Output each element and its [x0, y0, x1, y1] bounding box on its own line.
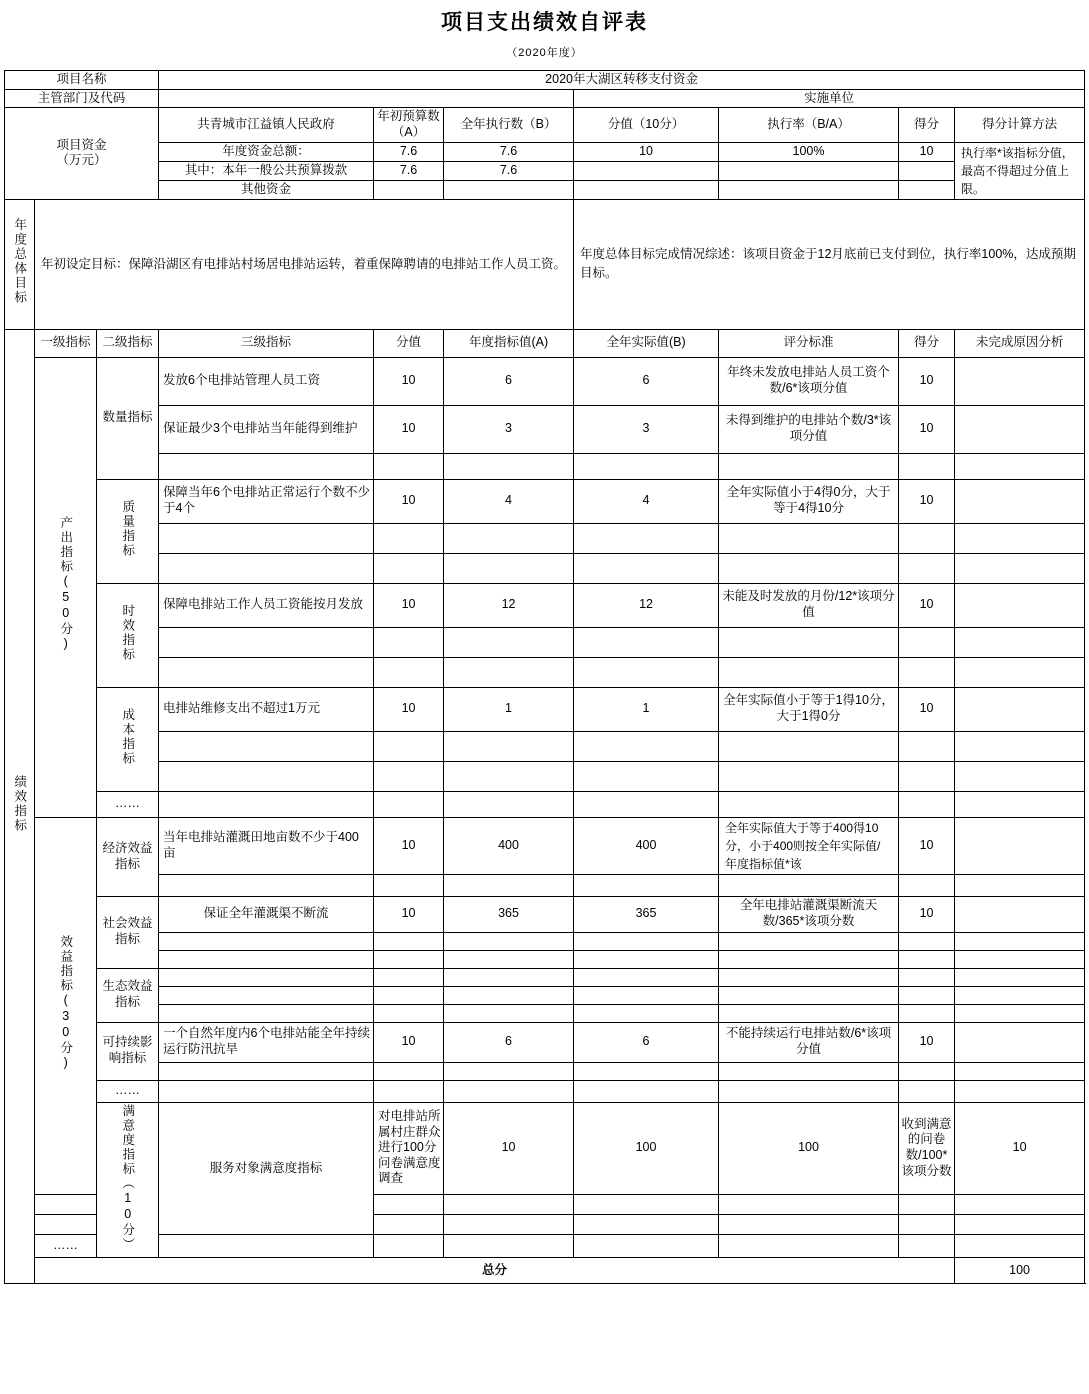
reason-text — [955, 791, 1085, 817]
funds-label-line1: 项目资金 — [56, 137, 107, 152]
total-label: 总分 — [35, 1258, 955, 1284]
criteria-text: 全年实际值小于4得0分，大于等于4得10分 — [719, 479, 899, 523]
col-level1: 一级指标 — [35, 329, 97, 357]
annual-goal-text: 年初设定目标：保障沿湖区有电排站村场居电排站运转，着重保障聘请的电排站工作人员工资。 — [35, 199, 574, 329]
level2-label: 服务对象满意度指标 — [159, 1102, 374, 1235]
score-value: 10 — [374, 479, 444, 523]
criteria-text — [719, 1062, 899, 1080]
fund-row-name: 其中：本年一般公共预算拨款 — [159, 161, 374, 180]
reason-text — [955, 657, 1085, 687]
criteria-text — [719, 791, 899, 817]
unit-value: 共青城市江益镇人民政府 — [159, 108, 374, 142]
actual-value — [574, 1214, 719, 1234]
criteria-text: 未能及时发放的月份/12*该项分值 — [719, 583, 899, 627]
got-score: 10 — [899, 687, 955, 731]
target-value — [444, 1194, 574, 1214]
fund-row-got — [899, 180, 955, 199]
annual-goal-side-text: 年度总体目标 — [12, 218, 27, 306]
satisfaction-indicator-label — [97, 1102, 159, 1258]
criteria-text — [719, 1214, 899, 1234]
annual-goal-side-label — [5, 199, 35, 329]
target-value: 3 — [444, 405, 574, 453]
criteria-text: 全年实际值大于等于400得10分，小于400则按全年实际值/年度指标值*该 — [719, 817, 899, 874]
fund-row-budget: 7.6 — [374, 142, 444, 161]
level2-label: 生态效益指标 — [97, 968, 159, 1022]
actual-value: 365 — [574, 896, 719, 932]
col-actual: 全年实际值(B) — [574, 329, 719, 357]
reason-text — [955, 1214, 1085, 1234]
criteria-text — [719, 657, 899, 687]
level2-label — [97, 479, 159, 583]
score-value — [374, 950, 444, 968]
actual-value — [574, 1080, 719, 1102]
target-value: 400 — [444, 817, 574, 874]
target-value — [444, 523, 574, 553]
level2-label: 数量指标 — [97, 357, 159, 479]
reason-text — [955, 1062, 1085, 1080]
col-rate: 执行率（B/A） — [719, 108, 899, 142]
satisfaction-indicator-text: 满意度指标（10分） — [120, 1103, 135, 1252]
level3-label — [159, 986, 374, 1004]
benefit-indicator-label — [35, 817, 97, 1194]
got-score: 10 — [899, 1022, 955, 1062]
got-score: 10 — [899, 896, 955, 932]
score-value — [374, 523, 444, 553]
method-text: 执行率*该指标分值，最高不得超过分值上限。 — [955, 142, 1085, 199]
output-indicator-text: 产出指标(50分) — [58, 516, 73, 653]
score-value — [374, 968, 444, 986]
col-score: 分值 — [374, 329, 444, 357]
target-value: 4 — [444, 479, 574, 523]
level3-label — [159, 932, 374, 950]
score-value — [374, 986, 444, 1004]
annual-result-text: 年度总体目标完成情况综述：该项目资金于12月底前已支付到位，执行率100%，达成预期目标。 — [574, 199, 1085, 329]
actual-value: 1 — [574, 687, 719, 731]
actual-value — [574, 657, 719, 687]
got-score: 10 — [955, 1102, 1085, 1194]
got-score — [899, 731, 955, 761]
target-value — [444, 627, 574, 657]
level3-label — [159, 1235, 374, 1258]
criteria-text — [719, 627, 899, 657]
fund-row-rate: 100% — [719, 142, 899, 161]
reason-text — [955, 874, 1085, 896]
reason-text — [955, 1194, 1085, 1214]
fund-row-exec: 7.6 — [444, 161, 574, 180]
got-score — [899, 1235, 955, 1258]
criteria-text — [719, 731, 899, 761]
criteria-text: 未得到维护的电排站个数/3*该项分值 — [719, 405, 899, 453]
actual-value: 6 — [574, 357, 719, 405]
reason-text — [955, 553, 1085, 583]
actual-value: 3 — [574, 405, 719, 453]
col-reason: 未完成原因分析 — [955, 329, 1085, 357]
level3-label — [159, 523, 374, 553]
level2-ellipsis: …… — [97, 791, 159, 817]
criteria-text — [719, 553, 899, 583]
target-value — [444, 731, 574, 761]
level3-label: 电排站维修支出不超过1万元 — [159, 687, 374, 731]
reason-text — [955, 986, 1085, 1004]
level3-label — [35, 1194, 97, 1214]
level3-label — [159, 874, 374, 896]
criteria-text — [719, 1235, 899, 1258]
level2-text: 时效指标 — [120, 603, 135, 662]
score-value — [374, 761, 444, 791]
project-name-value: 2020年大湖区转移支付资金 — [159, 71, 1085, 90]
actual-value — [574, 874, 719, 896]
criteria-text — [719, 1004, 899, 1022]
level2-text: 成本指标 — [120, 707, 135, 766]
funds-label-line2: （万元） — [56, 153, 107, 168]
score-value — [374, 932, 444, 950]
fund-row-name: 其他资金 — [159, 180, 374, 199]
target-value — [444, 874, 574, 896]
level2-label — [97, 583, 159, 687]
target-value: 6 — [444, 357, 574, 405]
actual-value: 400 — [574, 817, 719, 874]
actual-value — [574, 761, 719, 791]
col-target: 年度指标值(A) — [444, 329, 574, 357]
target-value: 6 — [444, 1022, 574, 1062]
fund-row-got — [899, 161, 955, 180]
got-score — [899, 453, 955, 479]
got-score: 10 — [899, 357, 955, 405]
criteria-text: 全年电排站灌溉渠断流天数/365*该项分数 — [719, 896, 899, 932]
target-value — [444, 986, 574, 1004]
actual-value — [574, 950, 719, 968]
actual-value — [574, 553, 719, 583]
level2-label — [97, 687, 159, 791]
score-value: 10 — [374, 357, 444, 405]
col-budget: 年初预算数（A） — [374, 108, 444, 142]
total-value: 100 — [955, 1258, 1085, 1284]
col-got-score: 得分 — [899, 329, 955, 357]
level3-label: 发放6个电排站管理人员工资 — [159, 357, 374, 405]
reason-text — [955, 405, 1085, 453]
target-value — [444, 968, 574, 986]
fund-row-exec — [444, 180, 574, 199]
score-value — [374, 791, 444, 817]
target-value — [444, 791, 574, 817]
project-name-label: 项目名称 — [5, 71, 159, 90]
score-value: 10 — [374, 583, 444, 627]
reason-text — [955, 761, 1085, 791]
criteria-text: 全年实际值小于等于1得10分，大于1得0分 — [719, 687, 899, 731]
col-score-value: 分值（10分） — [574, 108, 719, 142]
got-score — [899, 657, 955, 687]
level3-label — [159, 627, 374, 657]
dept-value — [159, 89, 574, 108]
level3-label: 当年电排站灌溉田地亩数不少于400亩 — [159, 817, 374, 874]
reason-text — [955, 687, 1085, 731]
score-value: 10 — [374, 896, 444, 932]
actual-value — [574, 1194, 719, 1214]
score-value — [374, 553, 444, 583]
got-score — [899, 1062, 955, 1080]
reason-text — [955, 731, 1085, 761]
level3-label — [159, 950, 374, 968]
reason-text — [955, 932, 1085, 950]
score-value — [374, 874, 444, 896]
target-value — [444, 1235, 574, 1258]
reason-text — [955, 627, 1085, 657]
got-score — [899, 523, 955, 553]
fund-row-score — [574, 180, 719, 199]
criteria-text — [719, 1194, 899, 1214]
target-value — [444, 761, 574, 791]
level2-ellipsis: …… — [97, 1080, 159, 1102]
got-score — [899, 1080, 955, 1102]
target-value — [444, 1062, 574, 1080]
got-score — [899, 1214, 955, 1234]
level3-label: 对电排站所属村庄群众进行100分问卷满意度调查 — [374, 1102, 444, 1194]
actual-value — [574, 986, 719, 1004]
got-score: 10 — [899, 817, 955, 874]
target-value — [444, 553, 574, 583]
got-score — [899, 986, 955, 1004]
main-table — [4, 70, 1085, 1284]
score-value — [374, 1194, 444, 1214]
score-value — [374, 731, 444, 761]
reason-text — [955, 817, 1085, 874]
level3-label: 保障电排站工作人员工资能按月发放 — [159, 583, 374, 627]
level3-label: 保证全年灌溉渠不断流 — [159, 896, 374, 932]
actual-value — [574, 731, 719, 761]
score-value — [374, 1235, 444, 1258]
criteria-text — [719, 932, 899, 950]
score-value — [374, 453, 444, 479]
score-value — [374, 1080, 444, 1102]
criteria-text — [719, 523, 899, 553]
criteria-text — [719, 968, 899, 986]
actual-value — [574, 932, 719, 950]
target-value — [444, 453, 574, 479]
perf-indicator-side-label — [5, 329, 35, 1284]
level2-label: 经济效益指标 — [97, 817, 159, 896]
reason-text — [955, 1080, 1085, 1102]
fund-row-got: 10 — [899, 142, 955, 161]
target-value: 12 — [444, 583, 574, 627]
col-exec: 全年执行数（B） — [444, 108, 574, 142]
reason-text — [955, 523, 1085, 553]
criteria-text — [719, 1080, 899, 1102]
level3-label — [159, 968, 374, 986]
score-value — [374, 1062, 444, 1080]
fund-row-exec: 7.6 — [444, 142, 574, 161]
score-value: 10 — [374, 687, 444, 731]
got-score: 10 — [899, 405, 955, 453]
level3-label — [159, 553, 374, 583]
score-value: 10 — [374, 405, 444, 453]
level3-label — [159, 1004, 374, 1022]
got-score — [899, 1194, 955, 1214]
score-value — [374, 1214, 444, 1234]
criteria-text — [719, 761, 899, 791]
got-score — [899, 932, 955, 950]
page-subtitle: （2020年度） — [506, 47, 583, 59]
benefit-indicator-text: 效益指标(30分) — [58, 934, 73, 1072]
reason-text — [955, 583, 1085, 627]
criteria-text: 年终未发放电排站人员工资个数/6*该项分值 — [719, 357, 899, 405]
got-score — [899, 874, 955, 896]
level2-label: 可持续影响指标 — [97, 1022, 159, 1080]
criteria-text — [719, 874, 899, 896]
unit-label: 实施单位 — [574, 89, 1085, 108]
target-value: 365 — [444, 896, 574, 932]
target-value — [444, 657, 574, 687]
criteria-text: 不能持续运行电排站数/6*该项分值 — [719, 1022, 899, 1062]
level3-label — [35, 1214, 97, 1234]
dept-label: 主管部门及代码 — [5, 89, 159, 108]
target-value — [444, 1080, 574, 1102]
col-level2: 二级指标 — [97, 329, 159, 357]
output-indicator-label — [35, 357, 97, 817]
score-value: 10 — [444, 1102, 574, 1194]
fund-row-budget — [374, 180, 444, 199]
got-score: 10 — [899, 479, 955, 523]
reason-text — [955, 896, 1085, 932]
actual-value — [574, 1235, 719, 1258]
criteria-text: 收到满意的问卷数/100*该项分数 — [899, 1102, 955, 1194]
col-level3: 三级指标 — [159, 329, 374, 357]
reason-text — [955, 357, 1085, 405]
score-value — [374, 627, 444, 657]
level3-label: 保证最少3个电排站当年能得到维护 — [159, 405, 374, 453]
target-value — [444, 932, 574, 950]
criteria-text — [719, 950, 899, 968]
level2-label: 社会效益指标 — [97, 896, 159, 968]
fund-row-score — [574, 161, 719, 180]
level2-text: 质量指标 — [120, 499, 135, 558]
col-method: 得分计算方法 — [955, 108, 1085, 142]
funds-label — [5, 108, 159, 199]
got-score: 10 — [899, 583, 955, 627]
target-value — [444, 950, 574, 968]
level3-label: 保障当年6个电排站正常运行个数不少于4个 — [159, 479, 374, 523]
fund-row-budget: 7.6 — [374, 161, 444, 180]
target-value: 100 — [574, 1102, 719, 1194]
got-score — [899, 761, 955, 791]
reason-text — [955, 1022, 1085, 1062]
level3-label — [159, 761, 374, 791]
got-score — [899, 627, 955, 657]
level3-label — [159, 453, 374, 479]
col-got: 得分 — [899, 108, 955, 142]
reason-text — [955, 950, 1085, 968]
actual-value: 100 — [719, 1102, 899, 1194]
actual-value — [574, 627, 719, 657]
fund-row-name: 年度资金总额： — [159, 142, 374, 161]
fund-row-rate — [719, 180, 899, 199]
reason-text — [955, 1004, 1085, 1022]
actual-value — [574, 453, 719, 479]
score-value — [374, 657, 444, 687]
actual-value — [574, 968, 719, 986]
criteria-text — [719, 986, 899, 1004]
target-value — [444, 1214, 574, 1234]
actual-value: 6 — [574, 1022, 719, 1062]
reason-text — [955, 453, 1085, 479]
actual-value: 4 — [574, 479, 719, 523]
got-score — [899, 968, 955, 986]
got-score — [899, 553, 955, 583]
level3-label: 一个自然年度内6个电排站能全年持续运行防汛抗旱 — [159, 1022, 374, 1062]
score-value — [374, 1004, 444, 1022]
target-value — [444, 1004, 574, 1022]
fund-row-score: 10 — [574, 142, 719, 161]
level3-label — [159, 791, 374, 817]
perf-indicator-side-text: 绩效指标 — [12, 775, 27, 833]
reason-text — [955, 1235, 1085, 1258]
col-criteria: 评分标准 — [719, 329, 899, 357]
level3-label — [159, 1080, 374, 1102]
reason-text — [955, 479, 1085, 523]
score-value: 10 — [374, 817, 444, 874]
score-value: 10 — [374, 1022, 444, 1062]
level3-label — [159, 1062, 374, 1080]
target-value: 1 — [444, 687, 574, 731]
reason-text — [955, 968, 1085, 986]
actual-value — [574, 791, 719, 817]
actual-value: 12 — [574, 583, 719, 627]
level2-ellipsis: …… — [35, 1235, 97, 1258]
level3-label — [159, 731, 374, 761]
got-score — [899, 791, 955, 817]
level3-label — [159, 657, 374, 687]
actual-value — [574, 1004, 719, 1022]
page-title: 项目支出绩效自评表 — [441, 10, 648, 34]
criteria-text — [719, 453, 899, 479]
got-score — [899, 950, 955, 968]
actual-value — [574, 523, 719, 553]
fund-row-rate — [719, 161, 899, 180]
got-score — [899, 1004, 955, 1022]
actual-value — [574, 1062, 719, 1080]
